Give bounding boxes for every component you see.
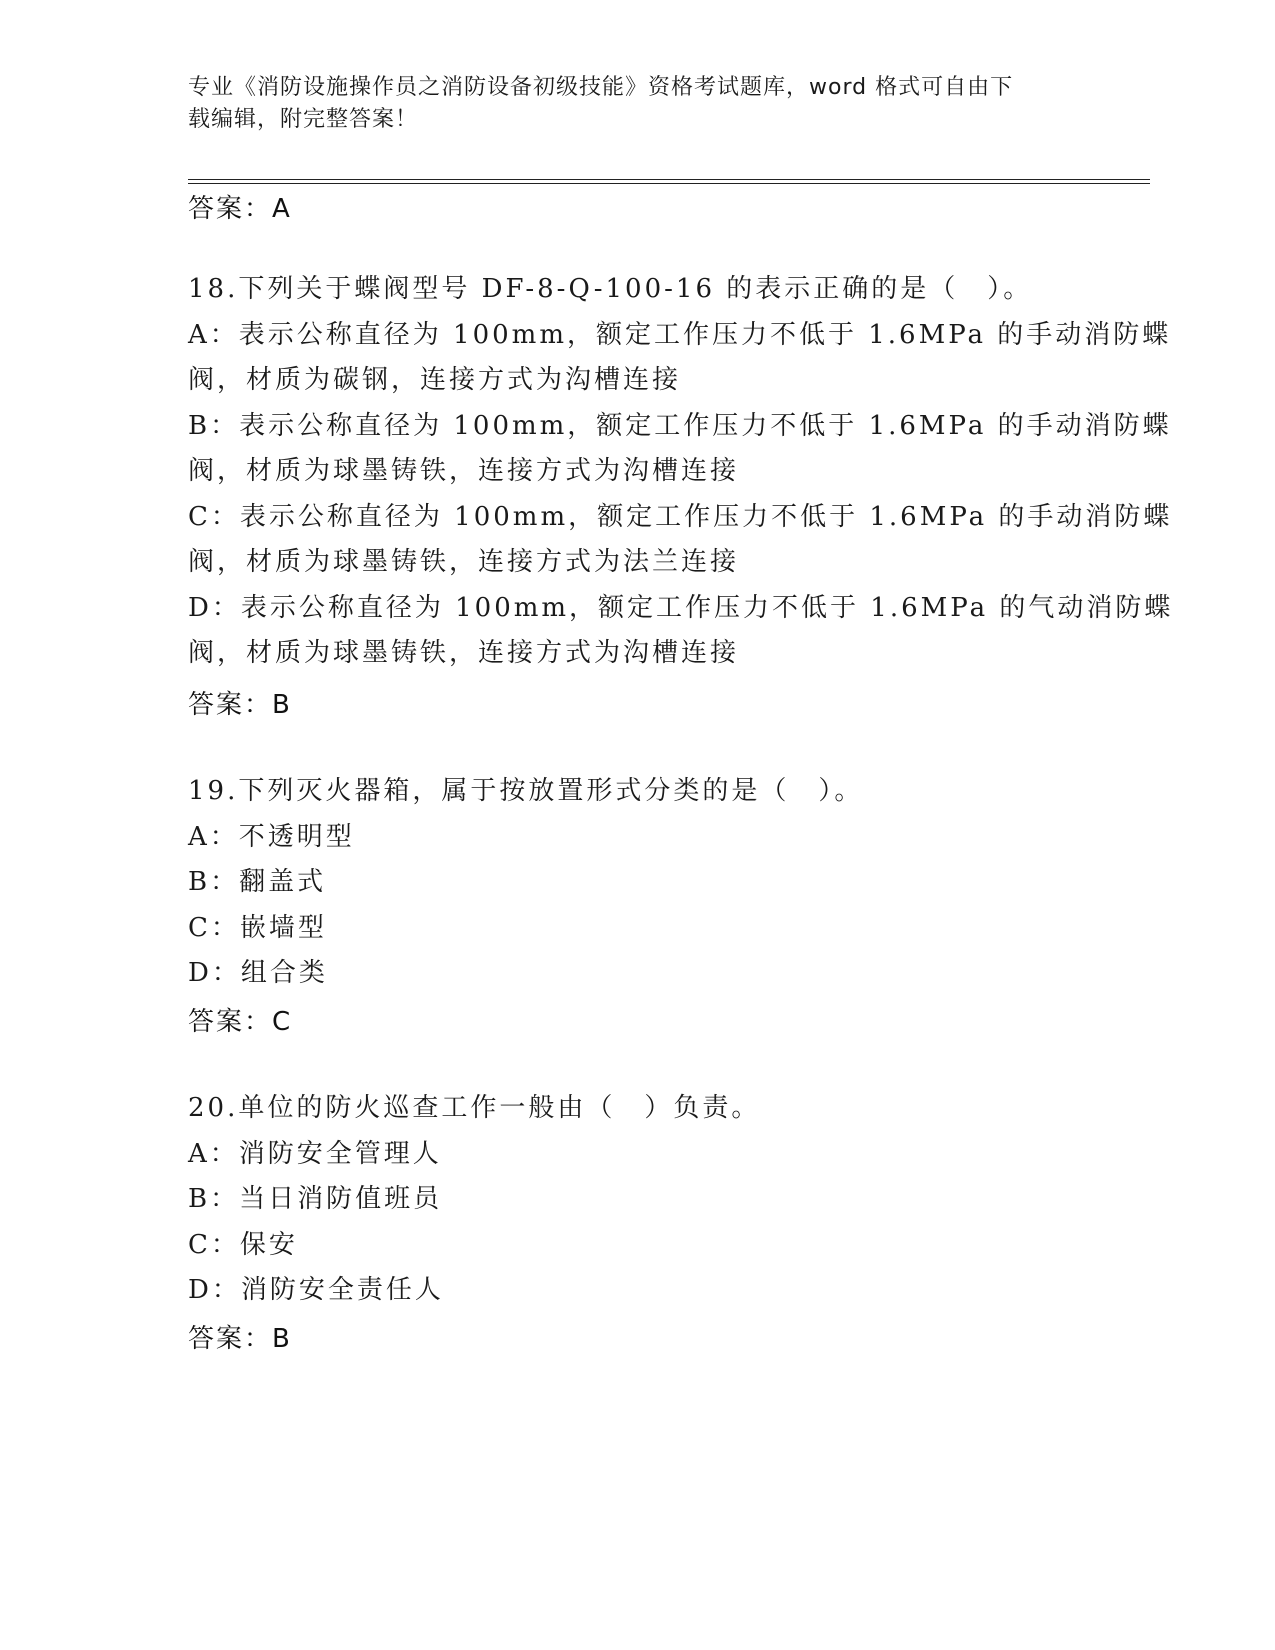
option-line: 阀，材质为球墨铸铁，连接方式为法兰连接	[188, 547, 740, 577]
option-line: 阀，材质为球墨铸铁，连接方式为沟槽连接	[188, 638, 740, 668]
option-b: B：当日消防值班员	[188, 1184, 443, 1214]
option-line: D：表示公称直径为 100mm，额定工作压力不低于 1.6MPa 的气动消防蝶	[188, 592, 1174, 623]
question-19	[188, 769, 1088, 997]
answer-20: 答案：B	[188, 1324, 292, 1354]
question-20	[188, 1086, 1088, 1314]
option-b: B：翻盖式	[188, 867, 327, 897]
question-stem: 18.下列关于蝶阀型号 DF-8-Q-100-16 的表示正确的是（ ）。	[188, 274, 1033, 304]
question-stem: 19.下列灭火器箱，属于按放置形式分类的是（ ）。	[188, 776, 864, 806]
header-line-2: 载编辑，附完整答案！	[188, 107, 419, 132]
header-divider-bottom	[188, 183, 1150, 184]
option-line: 阀，材质为球墨铸铁，连接方式为沟槽连接	[188, 456, 740, 486]
option-d: D：消防安全责任人	[188, 1275, 444, 1305]
option-line: A：表示公称直径为 100mm，额定工作压力不低于 1.6MPa 的手动消防蝶	[188, 319, 1172, 350]
option-a: A：不透明型	[188, 821, 355, 852]
option-d: D：组合类	[188, 958, 328, 988]
header-line-1: 专业《消防设施操作员之消防设备初级技能》资格考试题库，word 格式可自由下	[188, 75, 1014, 100]
option-line: B：表示公称直径为 100mm，额定工作压力不低于 1.6MPa 的手动消防蝶	[188, 410, 1172, 441]
answer-19: 答案：C	[188, 1007, 293, 1037]
document-header	[188, 72, 1088, 136]
previous-answer: 答案：A	[188, 194, 292, 224]
option-c: C：嵌墙型	[188, 912, 327, 943]
option-line: 阀，材质为碳钢，连接方式为沟槽连接	[188, 365, 682, 395]
answer-18: 答案：B	[188, 690, 292, 720]
option-c: C：保安	[188, 1229, 298, 1260]
option-line: C：表示公称直径为 100mm，额定工作压力不低于 1.6MPa 的手动消防蝶	[188, 501, 1173, 532]
option-a: A：消防安全管理人	[188, 1138, 442, 1169]
question-stem: 20.单位的防火巡查工作一般由（ ）负责。	[188, 1093, 761, 1123]
question-18	[188, 267, 1174, 677]
header-divider-top	[188, 179, 1150, 180]
